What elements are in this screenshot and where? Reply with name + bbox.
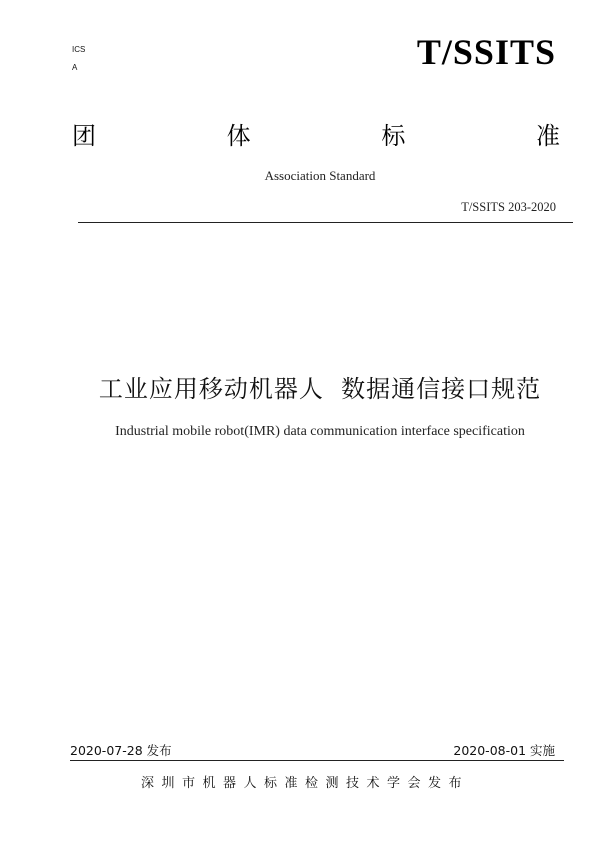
standard-type-heading — [72, 116, 560, 150]
publisher: 深圳市机器人标准检测技术学会发布 — [140, 776, 469, 791]
document-title-english: Industrial mobile robot(IMR) data communication interface specification — [115, 424, 525, 439]
publish-date: 2020-07-28 发布 — [70, 743, 172, 758]
document-number: T/SSITS 203-2020 — [461, 200, 556, 214]
standard-type-english: Association Standard — [264, 168, 376, 183]
footer-divider — [70, 760, 564, 761]
ics-label: ICS — [72, 45, 86, 54]
standard-type-char: 团 — [72, 121, 96, 150]
implementation-date: 2020-08-01 实施 — [453, 743, 555, 758]
standard-type-char: 准 — [535, 121, 560, 150]
standard-type-char: 体 — [226, 121, 251, 150]
standard-type-char: 标 — [381, 121, 406, 150]
standard-logo: T/SSITS — [416, 32, 556, 72]
document-title-chinese: 工业应用移动机器人 数据通信接口规范 — [98, 375, 542, 403]
ics-code: A — [72, 63, 78, 72]
header-divider — [78, 222, 573, 223]
